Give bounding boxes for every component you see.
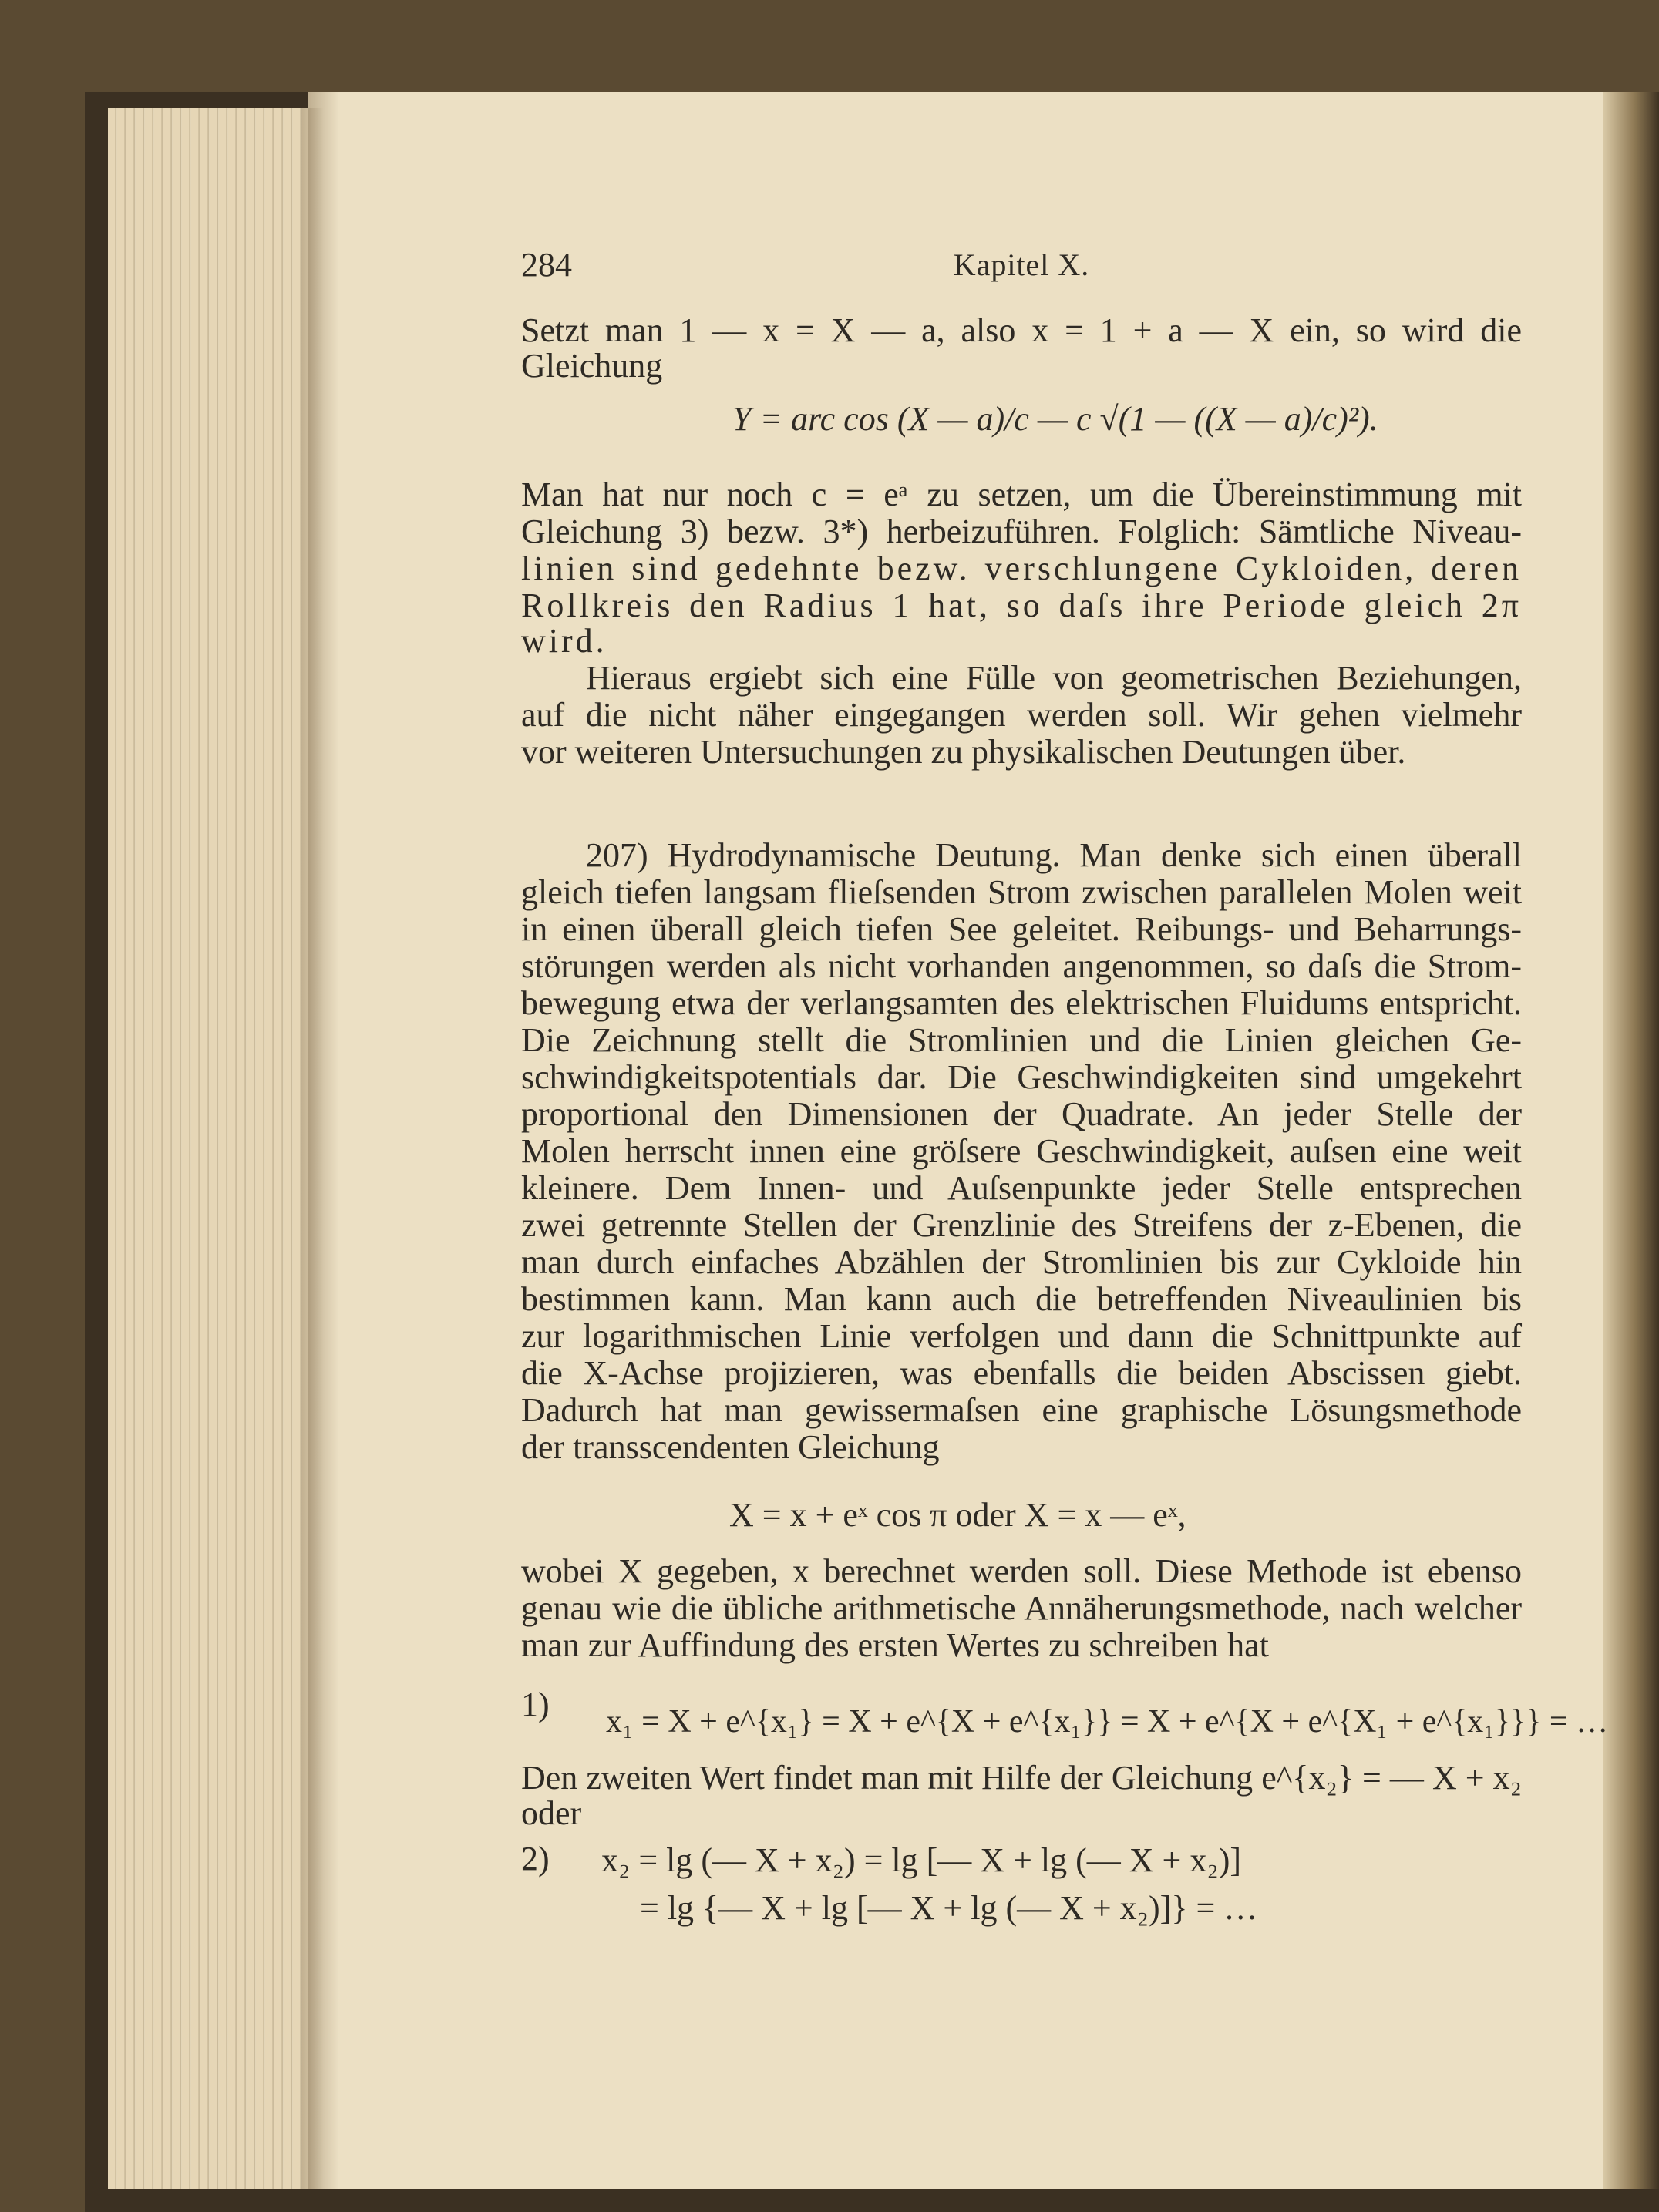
text-line: proportional den Dimensionen der Quadrate. An jeder Stelle der (521, 1095, 1522, 1133)
equation: = lg {— X + lg [— X + lg (— X + x₂)]} = … (640, 1889, 1258, 1927)
text-line: Dadurch hat man gewissermaſsen eine graphische Lösungsmethode (521, 1391, 1522, 1429)
text-line: oder (521, 1794, 582, 1832)
text-line: störungen werden als nicht vorhanden angenommen, so daſs die Strom- (521, 947, 1522, 985)
chapter-title: Kapitel X. (953, 247, 1090, 282)
text-line: Den zweiten Wert findet man mit Hilfe der Gleichung e^{x₂} = — X + x₂ (521, 1759, 1522, 1797)
text-line: Rollkreis den Radius 1 hat, so daſs ihre Periode gleich 2π (521, 587, 1522, 624)
page-edge-shadow (308, 92, 339, 2189)
text-line: zur logarithmischen Linie verfolgen und dann die Schnittpunkte auf (521, 1317, 1522, 1355)
text-line: wird. (521, 622, 607, 660)
equation: x₂ = lg (— X + x₂) = lg [— X + lg (— X + x₂)] (601, 1841, 1242, 1879)
text-line: schwindigkeitspotentials dar. Die Geschwindigkeiten sind umgekehrt (521, 1058, 1522, 1096)
text-line: in einen überall gleich tiefen See geleitet. Reibungs- und Beharrungs- (521, 910, 1522, 948)
text-line: Molen herrscht innen eine gröſsere Geschwindigkeit, auſsen eine weit (521, 1132, 1522, 1170)
text-line: bestimmen kann. Man kann auch die betreffenden Niveaulinien bis (521, 1280, 1522, 1318)
book-gutter (1603, 92, 1659, 2189)
section-heading-line: 207) Hydrodynamische Deutung. Man denke sich einen überall (586, 836, 1522, 874)
text-line: wobei X gegeben, x berechnet werden soll. Diese Methode ist ebenso (521, 1552, 1522, 1590)
text-line: auf die nicht näher eingegangen werden soll. Wir gehen vielmehr (521, 696, 1522, 734)
equation: Y = arc cos (X — a)/c — c √(1 — ((X — a)/c)²). (732, 400, 1378, 438)
text-line: Die Zeichnung stellt die Stromlinien und die Linien gleichen Ge- (521, 1021, 1522, 1059)
text-line: Man hat nur noch c = eᵃ zu setzen, um die Übereinstimmung mit (521, 476, 1522, 513)
equation: X = x + eˣ cos π oder X = x — eˣ, (729, 1496, 1186, 1534)
text-line: Gleichung 3) bezw. 3*) herbeizuführen. Folglich: Sämtliche Niveau- (521, 513, 1522, 550)
text-line: Gleichung (521, 347, 663, 385)
text-line: linien sind gedehnte bezw. verschlungene Cykloiden, deren (521, 550, 1522, 587)
equation-number: 2) (521, 1840, 550, 1878)
text-line: Setzt man 1 — x = X — a, also x = 1 + a — X ein, so wird die (521, 311, 1522, 349)
text-line: genau wie die übliche arithmetische Annäherungsmethode, nach welcher (521, 1589, 1522, 1627)
text-line: kleinere. Dem Innen- und Auſsenpunkte jeder Stelle entsprechen (521, 1169, 1522, 1207)
text-line: vor weiteren Untersuchungen zu physikalischen Deutungen über. (521, 733, 1406, 771)
page-number: 284 (521, 246, 572, 284)
running-header (521, 245, 1522, 284)
equation: x₁ = X + e^{x₁} = X + e^{X + e^{x₁}} = X + e^{X + e^{X₁ + e^{x₁}}} = … (606, 1704, 1609, 1740)
text-line: zwei getrennte Stellen der Grenzlinie des Streifens der z-Ebenen, die (521, 1206, 1522, 1244)
equation-number: 1) (521, 1686, 550, 1723)
text-line: die X-Achse projizieren, was ebenfalls die beiden Abscissen giebt. (521, 1354, 1522, 1392)
text-line: bewegung etwa der verlangsamten des elektrischen Fluidums entspricht. (521, 984, 1522, 1022)
text-line: man durch einfaches Abzählen der Stromlinien bis zur Cykloide hin (521, 1243, 1522, 1281)
text-line: der transscendenten Gleichung (521, 1428, 940, 1466)
text-line: man zur Auffindung des ersten Wertes zu schreiben hat (521, 1626, 1269, 1664)
text-line: gleich tiefen langsam flieſsenden Strom zwischen parallelen Molen weit (521, 873, 1522, 911)
text-line: Hieraus ergiebt sich eine Fülle von geometrischen Beziehungen, (586, 659, 1522, 697)
page-edges (108, 108, 316, 2189)
